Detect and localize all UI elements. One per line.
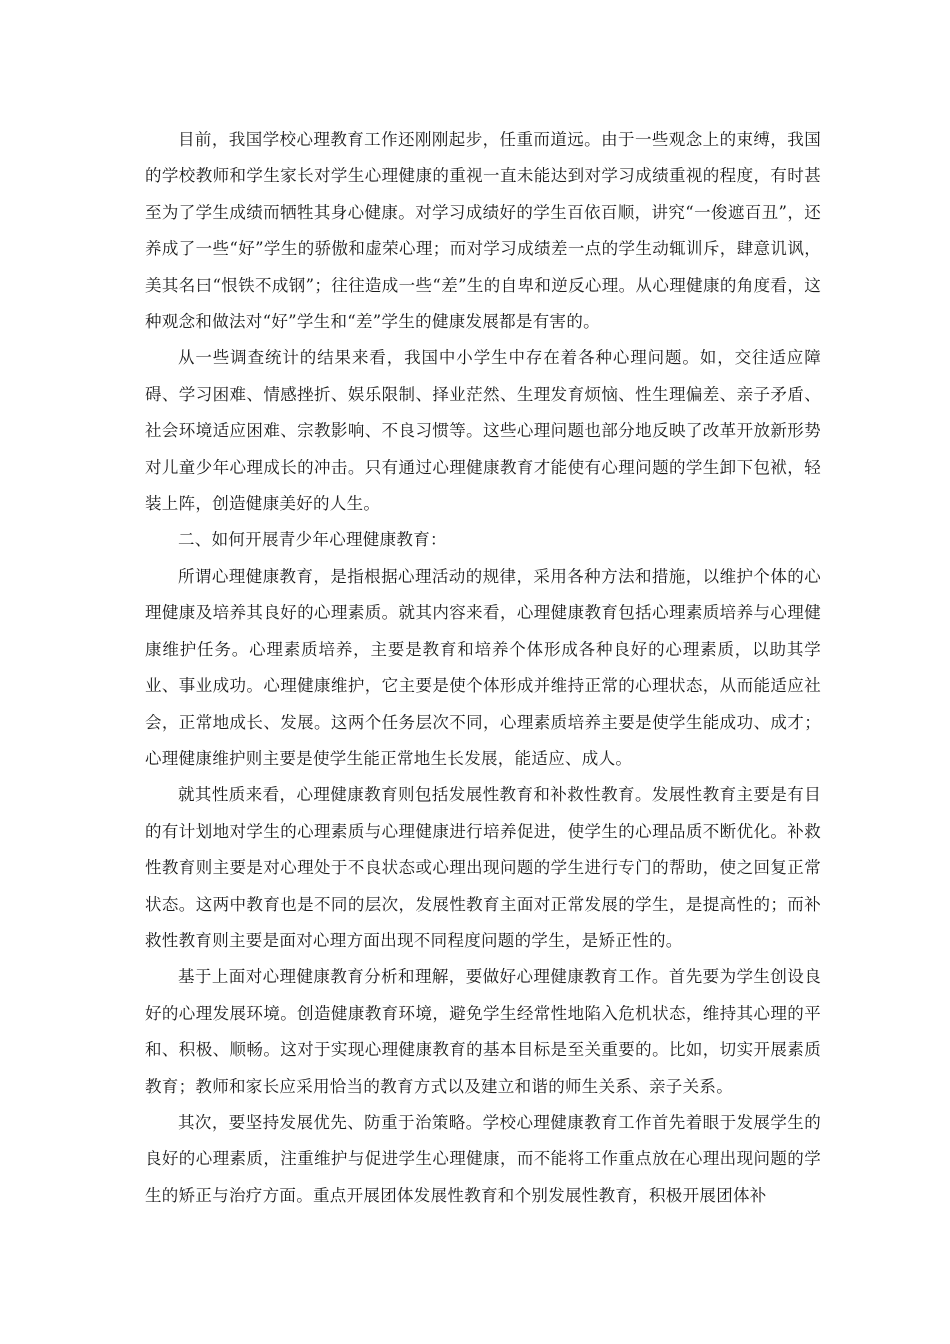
paragraph-1: 目前，我国学校心理教育工作还刚刚起步，任重而道远。由于一些观念上的束缚，我国的学校教师和学生家长对学生心理健康的重视一直未能达到对学习成绩重视的程度，有时甚至为了学生成绩而牺牲其身心健康。对学习成绩好的学生百依百顺，讲究“一俊遮百丑”，还养成了一些“好”学生的骄傲和虚荣心理；而对学习成绩差一点的学生动辄训斥，肆意讥讽，美其名曰“恨铁不成钢”；往往造成一些“差”生的自卑和逆反心理。从心理健康的角度看，这种观念和做法对“好”学生和“差”学生的健康发展都是有害的。 [145,130,821,332]
paragraph-2: 从一些调查统计的结果来看，我国中小学生中存在着各种心理问题。如，交往适应障碍、学习困难、情感挫折、娱乐限制、择业茫然、生理发育烦恼、性生理偏差、亲子矛盾、社会环境适应困难、宗教影响、不良习惯等。这些心理问题也部分地反映了改革开放新形势对儿童少年心理成长的冲击。只有通过心理健康教育才能使有心理问题的学生卸下包袱，轻装上阵，创造健康美好的人生。 [145,348,821,514]
paragraph-4: 就其性质来看，心理健康教育则包括发展性教育和补救性教育。发展性教育主要是有目的有计划地对学生的心理素质与心理健康进行培养促进，使学生的心理品质不断优化。补救性教育则主要是对心理处于不良状态或心理出现问题的学生进行专门的帮助，使之回复正常状态。这两中教育也是不同的层次，发展性教育主面对正常发展的学生，是提高性的；而补救性教育则主要是面对心理方面出现不同程度问题的学生，是矫正性的。 [145,785,821,950]
paragraph-5: 基于上面对心理健康教育分析和理解，要做好心理健康教育工作。首先要为学生创设良好的心理发展环境。创造健康教育环境，避免学生经常性地陷入危机状态，维持其心理的平和、积极、顺畅。这对于实现心理健康教育的基本目标是至关重要的。比如，切实开展素质教育；教师和家长应采用恰当的教育方式以及建立和谐的师生关系、亲子关系。 [145,967,821,1096]
document-body [145,122,821,1214]
section-heading: 二、如何开展青少年心理健康教育： [178,530,447,550]
paragraph-6: 其次，要坚持发展优先、防重于治策略。学校心理健康教育工作首先着眼于发展学生的良好的心理素质，注重维护与促进学生心理健康，而不能将工作重点放在心理出现问题的学生的矫正与治疗方面。重点开展团体发展性教育和个别发展性教育，积极开展团体补 [145,1112,821,1205]
paragraph-3: 所谓心理健康教育，是指根据心理活动的规律，采用各种方法和措施，以维护个体的心理健康及培养其良好的心理素质。就其内容来看，心理健康教育包括心理素质培养与心理健康维护任务。心理素质培养，主要是教育和培养个体形成各种良好的心理素质，以助其学业、事业成功。心理健康维护，它主要是使个体形成并维持正常的心理状态，从而能适应社会，正常地成长、发展。这两个任务层次不同，心理素质培养主要是使学生能成功、成才；心理健康维护则主要是使学生能正常地生长发展，能适应、成人。 [145,566,821,768]
